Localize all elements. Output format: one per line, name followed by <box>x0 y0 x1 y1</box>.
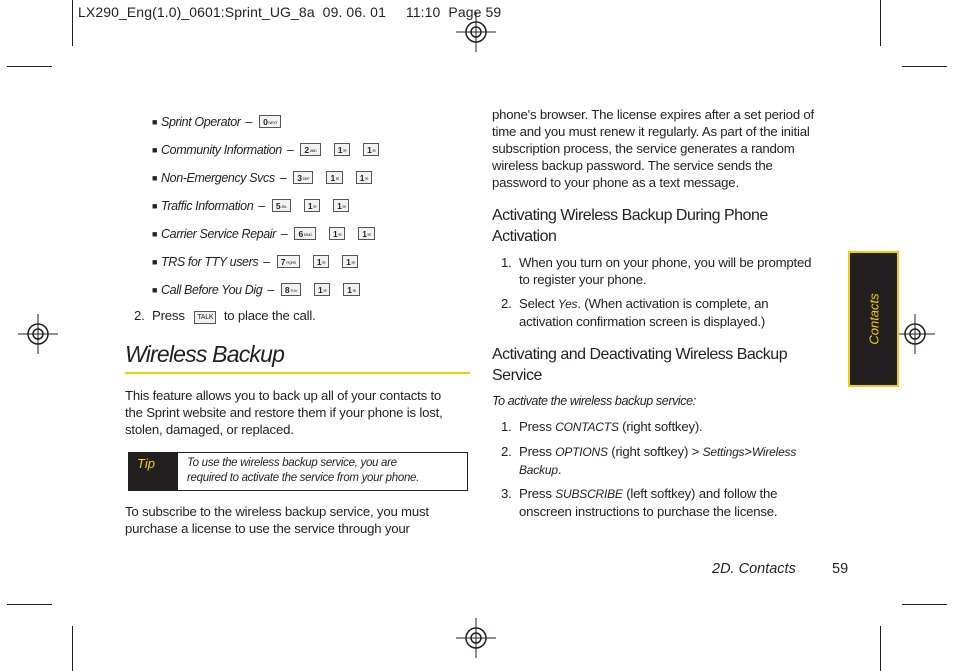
keypad-key-icon <box>329 227 345 240</box>
text-span: (right softkey). <box>622 419 703 434</box>
text-line: Activating and Deactivating Wireless Backup <box>492 346 788 363</box>
registration-mark-icon <box>895 314 935 354</box>
section-tab-label: Contacts <box>866 293 881 345</box>
list-item <box>152 171 372 185</box>
title-underline <box>125 372 470 374</box>
text-line: password to your phone as a text message. <box>492 175 739 190</box>
keypad-key-icon <box>277 255 300 268</box>
key-digit: 6 <box>298 229 303 239</box>
keypad-key-icon <box>293 171 313 184</box>
list-item-label: Sprint Operator <box>161 115 241 129</box>
bullet-icon: ■ <box>152 117 158 127</box>
text-line: stolen, damaged, or replaced. <box>125 422 294 437</box>
text-line: Activation <box>492 228 557 245</box>
key-letters: ✉ <box>313 204 317 209</box>
section-tab <box>848 251 899 387</box>
crop-mark <box>902 604 947 605</box>
keypad-key-icon <box>326 171 342 184</box>
tip-label <box>129 453 178 490</box>
procedure-label: To activate the wireless backup service: <box>492 394 696 408</box>
dash: – <box>286 143 294 157</box>
text-line: Service <box>492 367 542 384</box>
list-item <box>152 143 379 157</box>
key-digit: 1 <box>318 285 323 295</box>
text-span: Press <box>519 419 552 434</box>
text-line: Activating Wireless Backup During Phone <box>492 207 768 224</box>
talk-key-icon: TALK <box>194 311 216 324</box>
step-number: 1. <box>501 419 512 434</box>
menu-label: Settings <box>702 445 745 459</box>
dash: – <box>263 255 270 269</box>
key-letters: ✉ <box>351 260 355 265</box>
list-item-label: Non-Emergency Svcs <box>161 171 275 185</box>
key-digit: 2 <box>304 145 309 155</box>
key-letters: TUV <box>290 288 298 293</box>
text-line: required to activate the service from your phone. <box>187 472 420 484</box>
step-number: 2. <box>134 308 145 323</box>
bullet-icon: ■ <box>152 145 158 155</box>
bullet-icon: ■ <box>152 229 158 239</box>
key-digit: 1 <box>337 145 343 155</box>
tip-label-text: Tip <box>137 456 155 471</box>
crop-mark <box>7 66 52 67</box>
dash: – <box>245 115 253 129</box>
crop-mark <box>72 0 73 46</box>
subscribe-paragraph <box>125 503 429 537</box>
list-item <box>152 115 281 129</box>
list-item-label: Traffic Information <box>161 199 254 213</box>
print-slug: LX290_Eng(1.0)_0601:Sprint_UG_8a 09. 06. 01 11:10 Page 59 <box>78 4 502 20</box>
dash: – <box>279 171 287 185</box>
intro-paragraph <box>125 387 443 438</box>
softkey-label: SUBSCRIBE <box>555 487 623 501</box>
keypad-key-icon <box>333 199 349 212</box>
key-letters: ABC <box>309 148 317 153</box>
text-line: the Sprint website and restore them if your phone is lost, <box>125 405 443 420</box>
key-digit: 1 <box>362 229 367 239</box>
text-span: Press <box>519 486 552 501</box>
tip-box <box>128 452 468 491</box>
key-letters: ✉ <box>323 288 327 293</box>
key-letters: ✉ <box>335 176 339 181</box>
subheading-activate-deactivate <box>492 344 787 386</box>
key-letters: MNO <box>303 232 312 237</box>
crop-mark <box>7 604 52 605</box>
registration-mark-icon <box>456 618 496 658</box>
text-line: To use the wireless backup service, you are <box>187 457 397 469</box>
key-digit: 1 <box>307 201 313 211</box>
key-letters: ✉ <box>338 232 342 237</box>
keypad-key-icon <box>272 199 291 212</box>
page-number: 59 <box>832 561 849 577</box>
key-digit: 3 <box>297 173 302 183</box>
keypad-key-icon <box>313 255 329 268</box>
text-span: Select <box>519 296 555 311</box>
text-line: activation confirmation screen is displayed.) <box>519 314 766 329</box>
crop-mark <box>902 66 947 67</box>
page-title: Wireless Backup <box>125 341 285 367</box>
list-item-label: Carrier Service Repair <box>161 227 276 241</box>
step-number: 2. <box>501 444 512 459</box>
keypad-key-icon <box>334 143 350 156</box>
text-line: to register your phone. <box>519 272 647 287</box>
key-digit: 1 <box>367 145 372 155</box>
registration-mark-icon <box>18 314 58 354</box>
menu-label: Backup <box>519 463 558 477</box>
softkey-label: OPTIONS <box>555 445 608 459</box>
dash: – <box>258 199 265 213</box>
dash: – <box>280 227 288 241</box>
text-span: (left softkey) and follow the <box>626 486 778 501</box>
text-line: wireless backup password. The service sends the <box>492 158 773 173</box>
keypad-key-icon <box>294 227 315 240</box>
key-digit: 8 <box>284 285 290 295</box>
menu-label: Wireless <box>751 445 797 459</box>
key-digit: 1 <box>346 257 351 267</box>
crop-mark <box>72 626 73 671</box>
keypad-key-icon <box>281 283 301 296</box>
keypad-key-icon <box>259 115 281 128</box>
keypad-key-icon <box>343 283 359 296</box>
step-text: Press <box>152 308 185 323</box>
key-digit: 0 <box>263 117 268 127</box>
step-text: to place the call. <box>223 308 316 323</box>
crop-mark <box>880 0 881 46</box>
text-line: This feature allows you to back up all of your contacts to <box>125 388 442 403</box>
keypad-key-icon <box>342 255 358 268</box>
dash: – <box>267 283 274 297</box>
text-span: Press <box>519 444 552 459</box>
footer-section: 2D. Contacts <box>712 561 796 577</box>
text-span: > <box>744 444 752 459</box>
step-number: 2. <box>501 296 512 311</box>
license-paragraph <box>492 106 814 191</box>
subheading-activation <box>492 205 768 247</box>
key-letters: ✉ <box>365 176 368 181</box>
tip-text <box>187 456 457 486</box>
text-line: When you turn on your phone, you will be prompted <box>519 255 812 270</box>
text-line: phone's browser. The license expires after a set period of <box>492 107 815 122</box>
text-line: time and you must renew it regularly. As part of the initial <box>492 124 810 139</box>
key-digit: 1 <box>347 285 352 295</box>
keypad-key-icon <box>363 143 379 156</box>
text-span: (right softkey) > <box>611 444 700 459</box>
key-digit: 1 <box>359 173 365 183</box>
key-letters: NEXT <box>268 120 278 125</box>
key-letters: ✉ <box>322 260 326 265</box>
list-item-label: Call Before You Dig <box>161 283 263 297</box>
text-line: To subscribe to the wireless backup service, you must <box>125 504 429 519</box>
bullet-icon: ■ <box>152 257 158 267</box>
key-letters: ✉ <box>342 204 346 209</box>
text-line: onscreen instructions to purchase the license. <box>519 504 778 519</box>
text-span: . (When activation is complete, an <box>577 296 769 311</box>
key-digit: 1 <box>316 257 322 267</box>
key-letters: PQRS <box>286 260 296 265</box>
bullet-icon: ■ <box>152 285 158 295</box>
softkey-label: Yes <box>557 297 578 311</box>
key-digit: 1 <box>332 229 338 239</box>
list-item <box>152 227 375 241</box>
keypad-key-icon <box>304 199 320 212</box>
list-item <box>152 199 349 213</box>
softkey-label: CONTACTS <box>555 420 619 434</box>
list-item <box>152 283 360 297</box>
bullet-icon: ■ <box>152 201 158 211</box>
list-item-label: TRS for TTY users <box>161 255 259 269</box>
step-number: 3. <box>501 486 512 501</box>
bullet-icon: ■ <box>152 173 158 183</box>
key-letters: ✉ <box>372 148 376 153</box>
key-digit: 1 <box>337 201 342 211</box>
list-item-label: Community Information <box>161 143 282 157</box>
key-digit: 5 <box>275 201 281 211</box>
key-letters: ✉ <box>367 232 371 237</box>
key-digit: 7 <box>280 257 286 267</box>
list-item <box>152 255 358 269</box>
key-digit: 1 <box>330 173 335 183</box>
key-letters: DEF <box>302 176 310 181</box>
keypad-key-icon <box>314 283 330 296</box>
text-line: subscription process, the service generates a random <box>492 141 795 156</box>
keypad-key-icon <box>300 143 320 156</box>
keypad-key-icon <box>356 171 372 184</box>
keypad-key-icon <box>358 227 374 240</box>
text-line: purchase a license to use the service through your <box>125 521 410 536</box>
key-letters: ✉ <box>352 288 356 293</box>
step-number: 1. <box>501 255 512 270</box>
key-letters: ✉ <box>343 148 347 153</box>
key-letters: JKL <box>281 204 287 209</box>
crop-mark <box>880 626 881 671</box>
